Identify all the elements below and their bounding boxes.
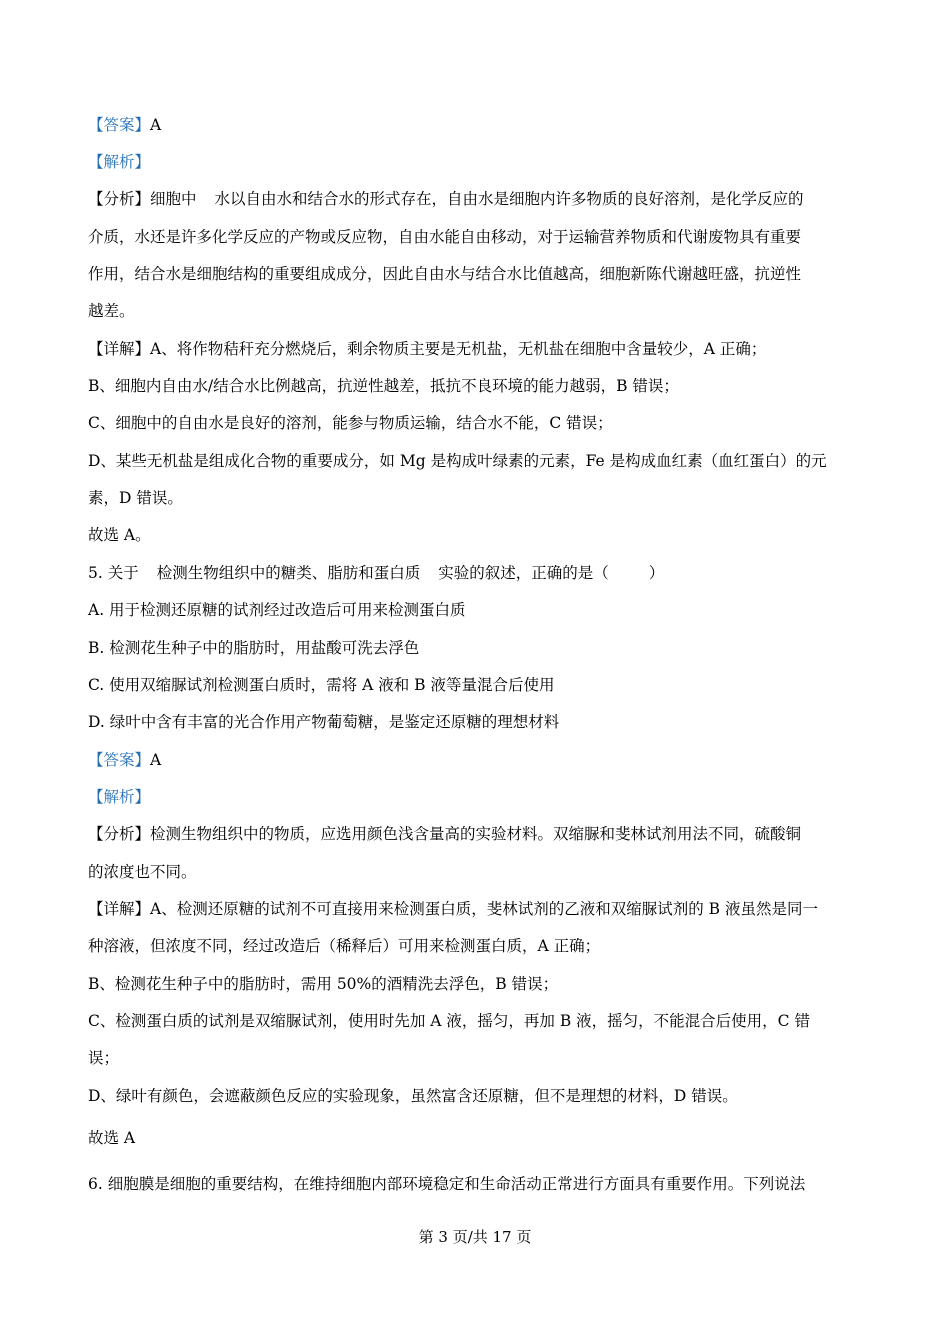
q5-option-d: D. 绿叶中含有丰富的光合作用产物葡萄糖，是鉴定还原糖的理想材料 xyxy=(88,713,560,731)
q5-answer-line xyxy=(88,749,161,771)
q4-fenxi-line-4: 越差。 xyxy=(88,302,135,320)
fenxi-text-part1: 细胞中 xyxy=(150,190,197,208)
q5-fenxi-line-1 xyxy=(88,823,801,845)
q4-conclusion: 故选 A。 xyxy=(88,526,151,544)
q5-xiangjie-a-2: 种溶液，但浓度不同，经过改造后（稀释后）可用来检测蛋白质，A 正确； xyxy=(88,937,601,955)
fenxi-text: 检测生物组织中的物质，应选用颜色浅含量高的实验材料。双缩脲和斐林试剂用法不同，硫酸铜 xyxy=(150,825,802,843)
q5-stem-part2: 检测生物组织中的糖类、脂肪和蛋白质 xyxy=(156,564,421,582)
q5-conclusion: 故选 A xyxy=(88,1129,136,1147)
q4-analysis-heading xyxy=(88,151,150,173)
q5-stem-part3: 实验的叙述，正确的是（ xyxy=(438,564,609,582)
q5-xiangjie-c-1: C、检测蛋白质的试剂是双缩脲试剂，使用时先加 A 液，摇匀，再加 B 液，摇匀，不能混合后使用，C 错 xyxy=(88,1012,810,1030)
q4-xiangjie-d-2: 素，D 错误。 xyxy=(88,489,183,507)
q4-fenxi-line-3: 作用，结合水是细胞结构的重要组成成分，因此自由水与结合水比值越高，细胞新陈代谢越旺盛，抗逆性 xyxy=(88,265,802,283)
q6-stem-line-1: 6. 细胞膜是细胞的重要结构，在维持细胞内部环境稳定和生命活动正常进行方面具有重要作用。下列说法 xyxy=(88,1175,806,1193)
xiangjie-a-text: A、检测还原糖的试剂不可直接用来检测蛋白质，斐林试剂的乙液和双缩脲试剂的 B 液虽然是同一 xyxy=(150,900,818,918)
analysis-tag: 【解析】 xyxy=(88,788,151,806)
q5-fenxi-line-2: 的浓度也不同。 xyxy=(88,863,197,881)
q4-xiangjie-a xyxy=(88,338,766,360)
xiangjie-tag: 【详解】 xyxy=(88,900,151,918)
answer-tag: 【答案】 xyxy=(88,116,151,134)
q4-fenxi-line-2: 介质，水还是许多化学反应的产物或反应物，自由水能自由移动，对于运输营养物质和代谢废物具有重要 xyxy=(88,228,802,246)
analysis-tag: 【解析】 xyxy=(88,153,151,171)
q4-xiangjie-d-1: D、某些无机盐是组成化合物的重要成分，如 Mg 是构成叶绿素的元素，Fe 是构成血红素（血红蛋白）的元 xyxy=(88,452,827,470)
q4-xiangjie-c: C、细胞中的自由水是良好的溶剂，能参与物质运输，结合水不能，C 错误； xyxy=(88,414,613,432)
q5-xiangjie-d: D、绿叶有颜色，会遮蔽颜色反应的实验现象，虽然富含还原糖，但不是理想的材料，D 错误。 xyxy=(88,1087,738,1105)
xiangjie-tag: 【详解】 xyxy=(88,340,151,358)
xiangjie-a-text: A、将作物秸秆充分燃烧后，剩余物质主要是无机盐，无机盐在细胞中含量较少，A 正确； xyxy=(150,340,767,358)
page-footer: 第 3 页/共 17 页 xyxy=(418,1228,532,1246)
q5-stem-part1: 5. 关于 xyxy=(88,564,139,582)
q5-stem xyxy=(88,562,664,584)
q5-stem-part4: ） xyxy=(648,564,665,582)
q5-analysis-heading xyxy=(88,786,150,808)
fenxi-text-part2: 水以自由水和结合水的形式存在，自由水是细胞内许多物质的良好溶剂，是化学反应的 xyxy=(214,190,804,208)
q4-xiangjie-b: B、细胞内自由水/结合水比例越高，抗逆性越差，抵抗不良环境的能力越弱，B 错误； xyxy=(88,377,679,395)
fenxi-tag: 【分析】 xyxy=(88,190,151,208)
q5-xiangjie-c-2: 误； xyxy=(88,1049,120,1067)
q5-option-c: C. 使用双缩脲试剂检测蛋白质时，需将 A 液和 B 液等量混合后使用 xyxy=(88,676,555,694)
q4-answer-line xyxy=(88,114,161,136)
q4-fenxi-line-1 xyxy=(88,188,804,210)
fenxi-tag: 【分析】 xyxy=(88,825,151,843)
answer-tag: 【答案】 xyxy=(88,751,151,769)
answer-value: A xyxy=(150,751,162,769)
q5-option-b: B. 检测花生种子中的脂肪时，用盐酸可洗去浮色 xyxy=(88,639,420,657)
answer-value: A xyxy=(150,116,162,134)
q5-xiangjie-a-1 xyxy=(88,898,818,920)
q5-option-a: A. 用于检测还原糖的试剂经过改造后可用来检测蛋白质 xyxy=(88,601,466,619)
q5-xiangjie-b: B、检测花生种子中的脂肪时，需用 50%的酒精洗去浮色，B 错误； xyxy=(88,975,559,993)
